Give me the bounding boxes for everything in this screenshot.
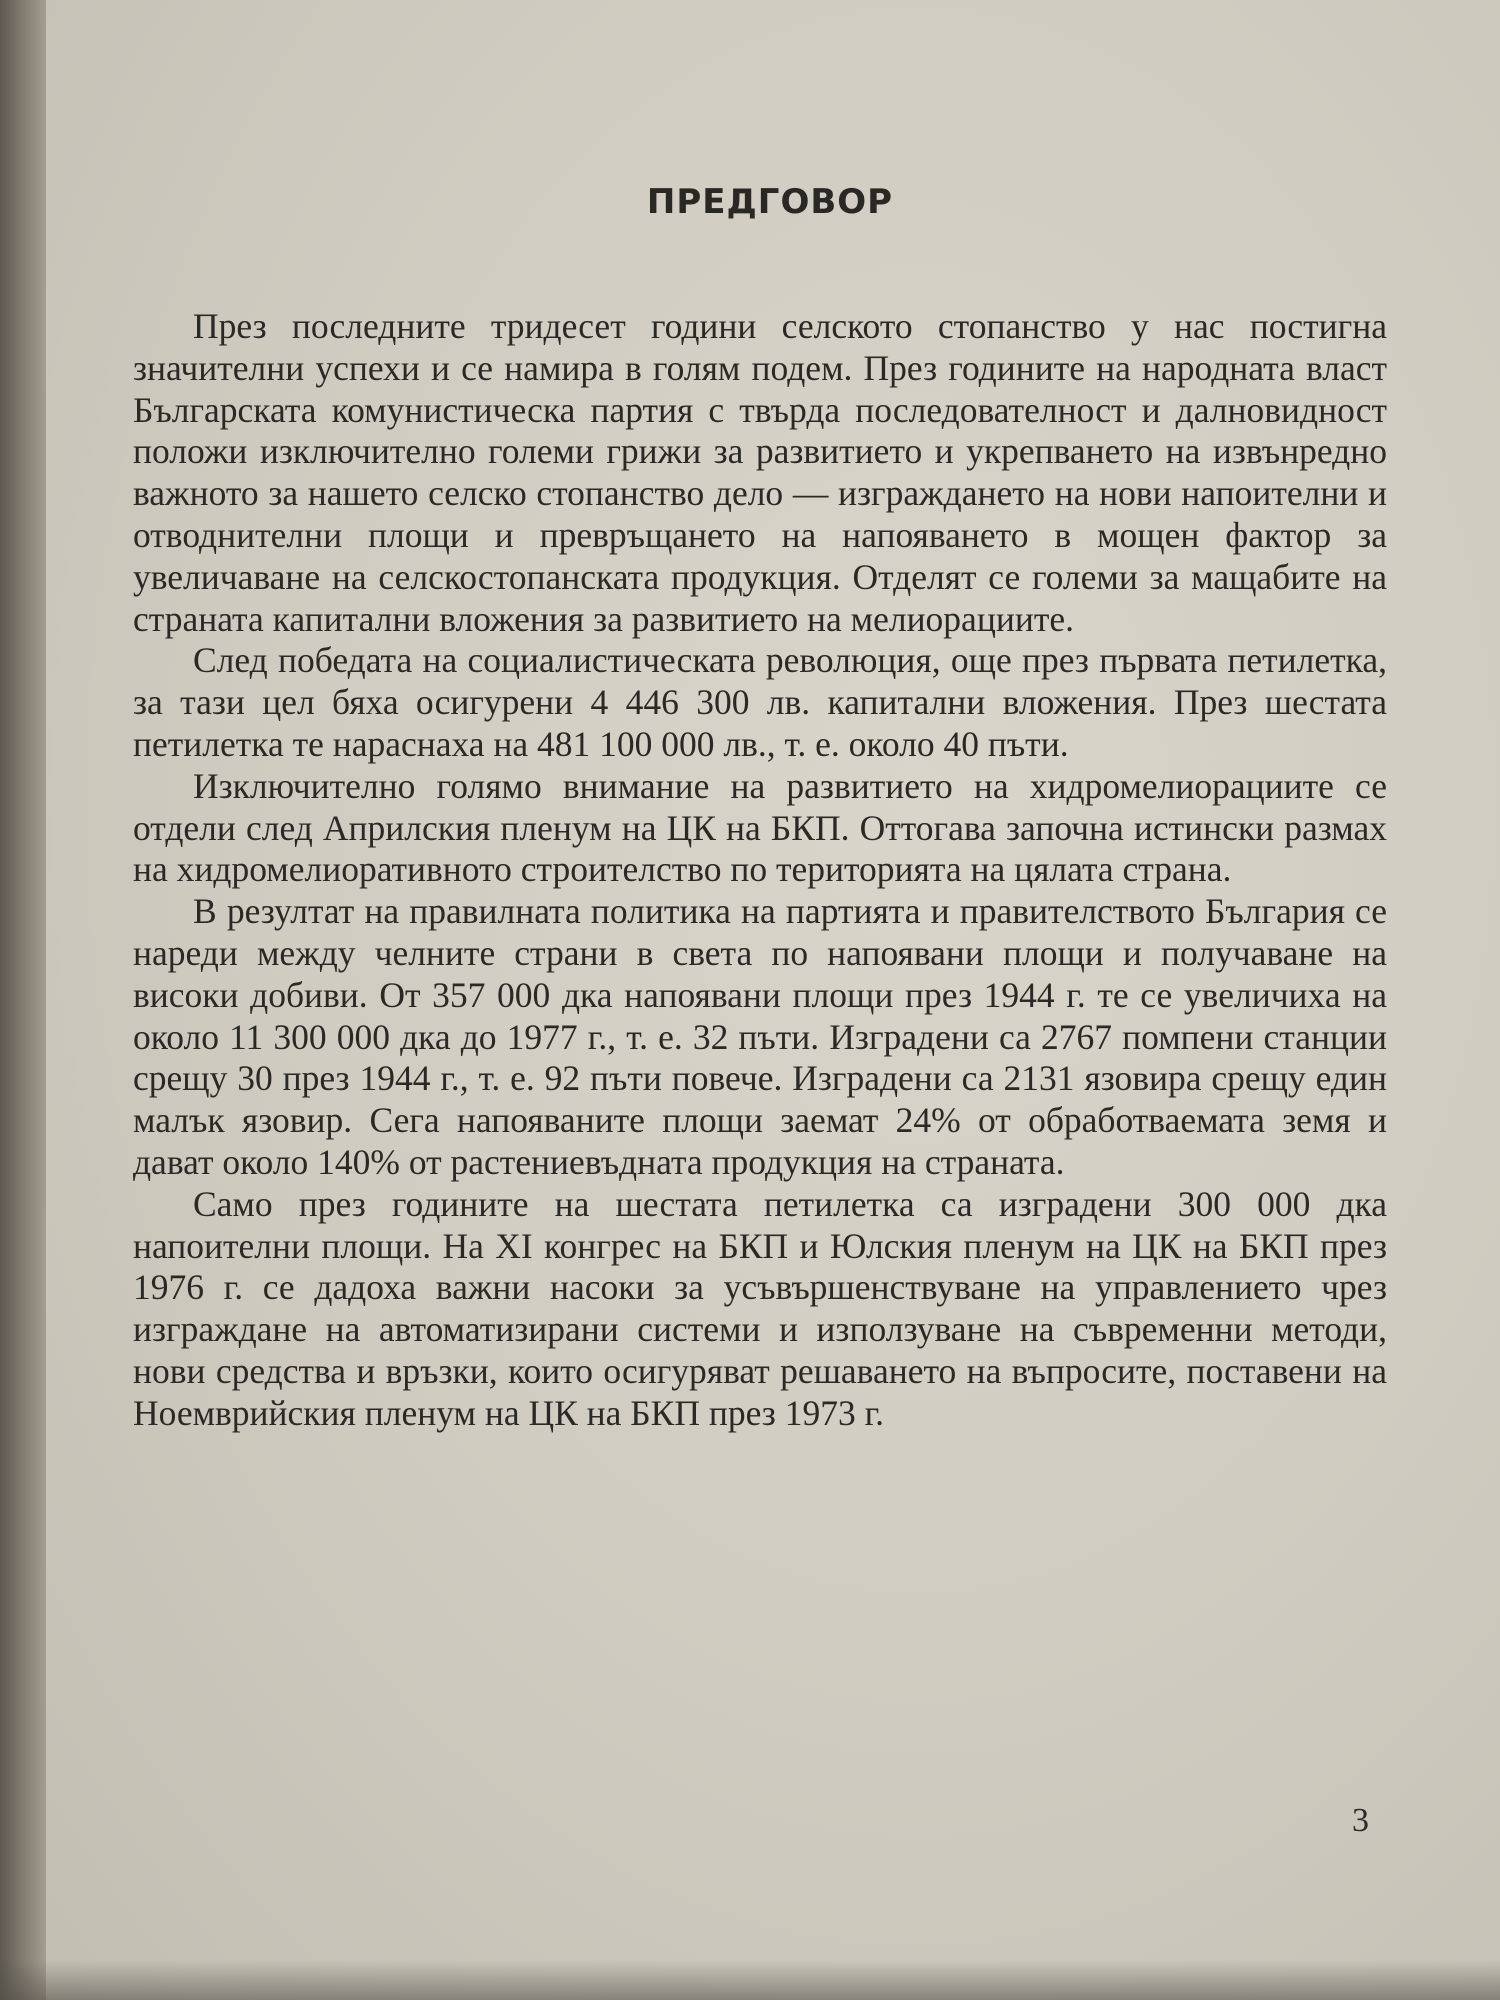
page-title: ПРЕДГОВОР (646, 182, 894, 222)
page-number: 3 (1352, 1802, 1369, 1839)
paragraph: Изключително голямо внимание на развитието на хидромелиорациите се отдели след Априлския пленум на ЦК на БКП. Оттогава започна истински размах на хидромелиоративното строителство по територията на цялата страна. (133, 765, 1387, 890)
paragraph: Само през годините на шестата петилетка са изградени 300 000 дка напоителни площи. На XI конгрес на БКП и Юлския пленум на ЦК на БКП през 1976 г. се дадоха важни насоки за усъвършенствуване на управлението чрез изграждане на автоматизирани системи и използуване на съвременни методи, нови средства и връзки, които осигуряват решаването на въпросите, поставени на Ноемврийския пленум на ЦК на БКП през 1973 г. (133, 1183, 1387, 1433)
book-spine-edge (0, 0, 46, 2000)
paragraph: През последните тридесет години селското стопанство у нас постигна значителни успехи и се намира в голям подем. През годините на народната власт Българската комунистическа партия с твърда последователност и далновидност положи изключително големи грижи за развитието и укрепването на извънредно важното за нашето селско стопанство дело — изграждането на нови напоителни и отводнителни площи и превръщането на напояването в мощен фактор за увеличаване на селскостопанската продукция. Отделят се големи за мащабите на страната капитални вложения за развитието на мелиорациите. (133, 306, 1387, 639)
paragraph: В резултат на правилната политика на партията и правителството България се нареди между челните страни в света по напоявани площи и получаване на високи добиви. От 357 000 дка напоявани площи през 1944 г. те се увеличиха на около 11 300 000 дка до 1977 г., т. е. 32 пъти. Изградени са 2767 помпени станции срещу 30 през 1944 г., т. е. 92 пъти повече. Изградени са 2131 язовира срещу един малък язовир. Сега напояваните площи заемат 24% от обработваемата земя и дават около 140% от растениевъдната продукция на страната. (133, 891, 1387, 1182)
paragraph: След победата на социалистическата революция, още през първата петилетка, за тази цел бяха осигурени 4 446 300 лв. капитални вложения. През шестата петилетка те нараснаха на 481 100 000 лв., т. е. около 40 пъти. (133, 640, 1387, 764)
body-text (133, 306, 1387, 1435)
bottom-shadow (0, 1960, 1500, 2000)
